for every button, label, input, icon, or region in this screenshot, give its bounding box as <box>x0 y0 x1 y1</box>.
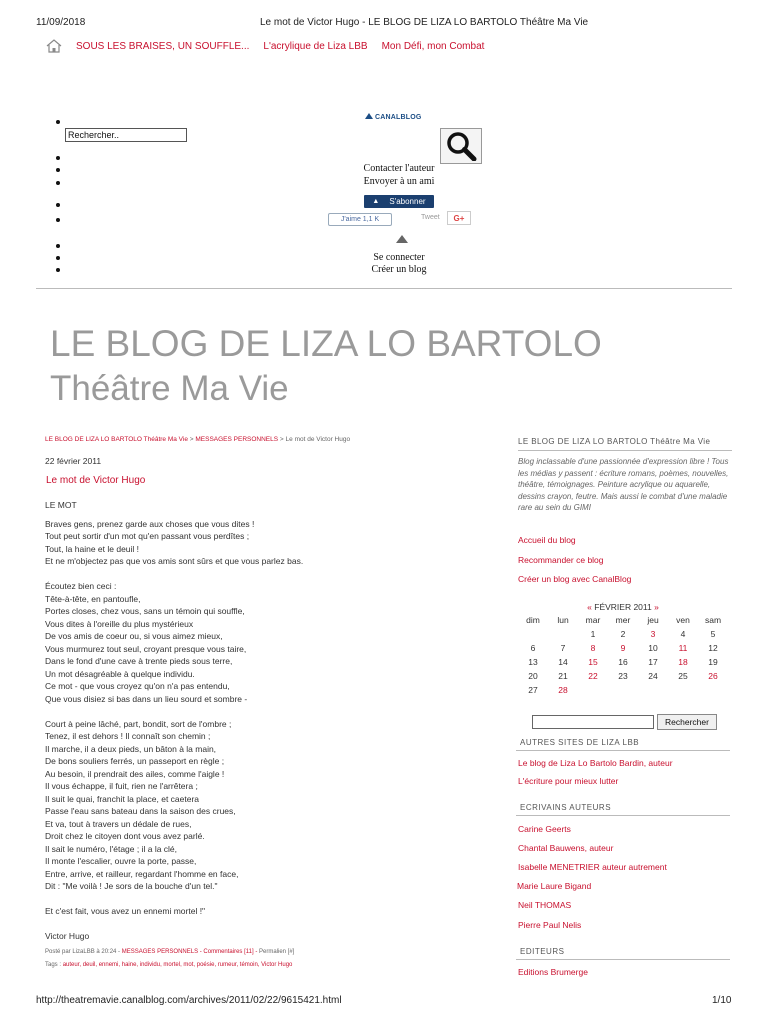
print-page-number: 1/10 <box>712 995 732 1006</box>
calendar-day: 19 <box>708 657 718 667</box>
calendar-empty-cell <box>578 683 608 697</box>
canalblog-logo[interactable] <box>365 113 422 121</box>
calendar-week <box>518 683 728 697</box>
contact-author-link[interactable]: Contacter l'auteur <box>363 163 435 174</box>
list-bullet <box>56 268 60 272</box>
other-site-link[interactable]: L'écriture pour mieux lutter <box>518 776 619 786</box>
canalblog-logo-text: CANALBLOG <box>375 114 422 121</box>
canalblog-logo-mark <box>365 113 373 119</box>
post-title[interactable]: Le mot de Victor Hugo <box>46 475 146 486</box>
poem-line: Un mot désagréable à quelque individu. <box>45 668 195 679</box>
send-to-friend-link[interactable]: Envoyer à un ami <box>363 176 435 187</box>
calendar-day: 20 <box>528 671 538 681</box>
toolbar-divider <box>36 288 732 289</box>
calendar-day-header: ven <box>676 615 690 625</box>
poem-line: Portes closes, chez vous, sans un témoin qui souffle, <box>45 606 245 616</box>
sidebar-link-create-blog[interactable]: Créer un blog avec CanalBlog <box>518 574 632 584</box>
calendar-day: 1 <box>590 629 596 639</box>
poem <box>45 518 495 943</box>
calendar-day: 27 <box>528 685 538 695</box>
poem-line: Et ne m'objectez pas que vos amis sont sûrs et que vous parlez bas. <box>45 556 304 566</box>
poem-line: Il sait le numéro, l'étage ; il a la clé, <box>45 843 178 854</box>
sidebar-link-recommend[interactable]: Recommander ce blog <box>518 555 604 565</box>
post-tags-label: Tags : <box>45 962 62 968</box>
breadcrumb-separator: > <box>189 436 194 443</box>
google-plus-button[interactable]: G+ <box>447 211 471 225</box>
print-title: Le mot de Victor Hugo - LE BLOG DE LIZA LO BARTOLO Théâtre Ma Vie <box>260 17 589 28</box>
poem-line: Dans le fond d'une cave à trente pieds sous terre, <box>45 656 233 666</box>
list-bullet <box>56 256 60 260</box>
subscribe-button[interactable] <box>364 195 434 208</box>
calendar-day[interactable]: 3 <box>650 629 656 639</box>
sidebar-divider <box>516 750 730 751</box>
calendar-day-headers <box>518 613 728 627</box>
toolbar-search-button[interactable] <box>440 128 482 164</box>
sidebar-divider <box>516 815 730 816</box>
calendar-day: 10 <box>648 643 658 653</box>
calendar-day[interactable]: 15 <box>588 657 598 667</box>
nav-link-mon-defi[interactable]: Mon Défi, mon Combat <box>381 40 485 52</box>
tweet-button[interactable]: Tweet <box>421 214 440 221</box>
breadcrumb <box>45 436 350 443</box>
calendar-next[interactable]: » <box>654 602 659 612</box>
post-meta <box>45 949 294 955</box>
calendar-day: 24 <box>648 671 658 681</box>
post-meta-category[interactable]: MESSAGES PERSONNELS <box>121 949 199 955</box>
calendar-week <box>518 627 728 641</box>
calendar-prev[interactable]: « <box>587 602 592 612</box>
calendar-empty-cell <box>518 627 548 641</box>
calendar-month: FÉVRIER 2011 <box>594 602 652 612</box>
poem-line: Tout peut sortir d'un mot qu'en passant vous perdîtes ; <box>45 531 250 541</box>
sidebar-link-home[interactable]: Accueil du blog <box>518 535 576 545</box>
other-site-link[interactable]: Le blog de Liza Lo Bartolo Bardin, auteur <box>518 758 673 768</box>
poem-line: Entre, arrive, et railleur, regardant l'homme en face, <box>45 868 239 879</box>
calendar-weeks <box>518 627 728 697</box>
publisher-link[interactable]: Editions Brumerge <box>518 967 588 977</box>
calendar-day: 16 <box>618 657 628 667</box>
calendar-day[interactable]: 26 <box>708 671 718 681</box>
calendar-empty-cell <box>548 627 578 641</box>
calendar-day: 14 <box>558 657 568 667</box>
sidebar-description: Blog inclassable d'une passionnée d'expression libre ! Tous les médias y passent : écriture romans, poèmes, nouvelles, théâtre, témoignages. Peinture acrylique ou aquarelle, dessins crayon, feutre. Mais aussi le combat d'une maladie rare au sein du GIMI <box>518 457 729 512</box>
writer-link[interactable]: Marie Laure Bigand <box>517 881 592 891</box>
list-bullet <box>56 218 60 222</box>
subscribe-label: S'abonner <box>389 197 426 206</box>
poem-line: Dit : "Me voilà ! Je sors de la bouche d'un tel." <box>45 881 218 891</box>
poem-line: Il suit le quai, franchit la place, et caetera <box>45 793 200 804</box>
poem-line: Et va, tout à travers un dédale de rues, <box>45 818 192 829</box>
facebook-like-button[interactable]: J'aime 1,1 K <box>328 213 392 226</box>
calendar-empty-cell <box>698 683 728 697</box>
poem-stanza <box>45 930 495 943</box>
poem-line: Droit chez le citoyen dont vous avez parlé. <box>45 831 205 841</box>
calendar-empty-cell <box>608 683 638 697</box>
writer-link[interactable]: Neil THOMAS <box>518 900 572 910</box>
collapse-arrow-icon[interactable] <box>396 235 408 243</box>
list-bullet <box>56 120 60 124</box>
calendar-day-header: sam <box>704 615 722 625</box>
post-tags <box>45 962 292 968</box>
blog-title[interactable]: LE BLOG DE LIZA LO BARTOLO <box>50 323 602 364</box>
calendar-day: 5 <box>710 629 716 639</box>
poem-line: Il monte l'escalier, ouvre la porte, passe, <box>45 856 197 866</box>
calendar-caption <box>518 601 728 613</box>
blog-subtitle: Théâtre Ma Vie <box>50 369 289 408</box>
print-date: 11/09/2018 <box>36 17 86 28</box>
calendar-day: 17 <box>648 657 658 667</box>
magnifier-icon <box>445 131 477 161</box>
calendar-day: 13 <box>528 657 538 667</box>
poem-line: Tête-à-tête, en pantoufle, <box>45 593 141 604</box>
poem-stanza <box>45 518 495 568</box>
calendar-day: 23 <box>618 671 628 681</box>
post-meta-permalink[interactable]: Permalien [#] <box>259 949 295 955</box>
calendar-week <box>518 655 728 669</box>
nav-link-sous-les-braises[interactable]: SOUS LES BRAISES, UN SOUFFLE... <box>76 40 250 52</box>
calendar-day-header: mer <box>615 615 631 625</box>
list-bullet <box>56 244 60 248</box>
list-bullet <box>56 181 60 185</box>
post-meta-author: Posté par LizaLBB à 20:24 - <box>45 949 121 955</box>
calendar-day-header: lun <box>557 615 569 625</box>
calendar-day: 25 <box>678 671 688 681</box>
breadcrumb-current: Le mot de Victor Hugo <box>285 436 351 443</box>
calendar-week <box>518 669 728 683</box>
writers-heading: ECRIVAINS AUTEURS <box>520 803 612 812</box>
writer-link[interactable]: Isabelle MENETRIER auteur autrement <box>518 862 667 872</box>
calendar-day: 7 <box>560 643 566 653</box>
calendar-day-header: dim <box>526 615 540 625</box>
paper-plane-icon: ▲ <box>372 198 380 205</box>
calendar-day: 2 <box>620 629 626 639</box>
poem-line: Que vous disiez si bas dans un lieu sourd et sombre - <box>45 693 248 704</box>
calendar-day: 4 <box>680 629 686 639</box>
poem-line: Au besoin, il prendrait des ailes, comme l'aigle ! <box>45 768 225 779</box>
sidebar-divider <box>516 959 730 960</box>
poem-line: Il marche, il a deux pieds, un bâton à la main, <box>45 743 217 754</box>
poem-stanza <box>45 718 495 893</box>
calendar-day-header: jeu <box>647 615 659 625</box>
calendar-day[interactable]: 8 <box>590 643 596 653</box>
toolbar-search-input[interactable]: Rechercher.. <box>65 128 187 142</box>
list-bullet <box>56 203 60 207</box>
calendar-empty-cell <box>668 683 698 697</box>
calendar-day: 21 <box>558 671 568 681</box>
poem-line: Passe l'eau sans bateau dans la saison des crues, <box>45 806 236 816</box>
post-heading: LE MOT <box>45 500 77 510</box>
calendar-day[interactable]: 18 <box>678 657 688 667</box>
calendar-day: 12 <box>708 643 718 653</box>
home-icon[interactable] <box>46 39 62 53</box>
list-bullet <box>56 156 60 160</box>
nav-link-acrylique[interactable]: L'acrylique de Liza LBB <box>263 40 368 52</box>
calendar-day-header: mar <box>585 615 601 625</box>
poem-line: De bons souliers ferrés, un passeport en règle ; <box>45 756 225 766</box>
poem-stanza <box>45 580 495 705</box>
calendar-day: 6 <box>530 643 536 653</box>
poem-stanza <box>45 905 495 918</box>
calendar-week <box>518 641 728 655</box>
writer-link[interactable]: Carine Geerts <box>518 824 571 834</box>
poem-line: De vos amis de coeur ou, si vous aimez mieux, <box>45 631 223 641</box>
calendar-grid <box>518 613 728 697</box>
publishers-heading: EDITEURS <box>520 947 565 956</box>
poem-line: Vous murmurez tout seul, croyant presque vous taire, <box>45 643 247 654</box>
poem-line: Braves gens, prenez garde aux choses que vous dites ! <box>45 518 255 529</box>
sidebar-intro <box>518 437 732 514</box>
canalblog-toolbar <box>0 110 768 290</box>
post-meta-comments[interactable]: - Commentaires [11] - <box>199 949 258 955</box>
poem-line: Il vous échappe, il fuit, rien ne l'arrêtera ; <box>45 781 198 791</box>
calendar-day[interactable]: 11 <box>678 643 688 653</box>
sidebar-search-input[interactable] <box>532 715 654 729</box>
create-blog-link[interactable]: Créer un blog <box>371 264 427 275</box>
calendar-empty-cell <box>638 683 668 697</box>
calendar-day[interactable]: 9 <box>620 643 626 653</box>
post-date: 22 février 2011 <box>45 456 102 466</box>
top-nav <box>46 38 498 54</box>
list-bullet <box>56 168 60 172</box>
breadcrumb-home[interactable]: LE BLOG DE LIZA LO BARTOLO Théâtre Ma Vie <box>45 436 188 443</box>
poem-line: Vous dites à l'oreille du plus mystérieux <box>45 618 194 629</box>
post-body <box>45 499 495 955</box>
calendar-day[interactable]: 22 <box>588 671 598 681</box>
other-sites-heading: AUTRES SITES DE LIZA LBB <box>520 738 640 747</box>
calendar <box>518 601 728 697</box>
poem-line: Tout, la haine et le deuil ! <box>45 543 140 554</box>
poem-line: Et c'est fait, vous avez un ennemi mortel !" <box>45 906 206 916</box>
print-url: http://theatremavie.canalblog.com/archives/2011/02/22/9615421.html <box>36 995 342 1006</box>
sidebar-search-button[interactable]: Rechercher <box>657 714 717 730</box>
post-tags-list[interactable]: auteur, deuil, ennemi, haine, individu, mortel, mot, poésie, rumeur, témoin, Victor Hugo <box>62 962 293 968</box>
poem-line: Court à peine lâché, part, bondit, sort de l'ombre ; <box>45 718 232 729</box>
poem-line: Écoutez bien ceci : <box>45 581 117 591</box>
writer-link[interactable]: Chantal Bauwens, auteur <box>518 843 614 853</box>
calendar-day[interactable]: 28 <box>558 685 568 695</box>
sidebar-divider <box>518 450 732 451</box>
poem-line: Ce mot - que vous croyez qu'on n'a pas entendu, <box>45 681 230 691</box>
login-link[interactable]: Se connecter <box>373 252 425 263</box>
poem-line: Tenez, il est dehors ! Il connaît son chemin ; <box>45 731 211 741</box>
poem-line: Victor Hugo <box>45 931 90 941</box>
breadcrumb-category[interactable]: MESSAGES PERSONNELS <box>195 436 279 443</box>
writer-link[interactable]: Pierre Paul Nelis <box>518 920 582 930</box>
sidebar-blog-title: LE BLOG DE LIZA LO BARTOLO Théâtre Ma Vie <box>518 437 711 446</box>
breadcrumb-separator: > <box>279 436 284 443</box>
